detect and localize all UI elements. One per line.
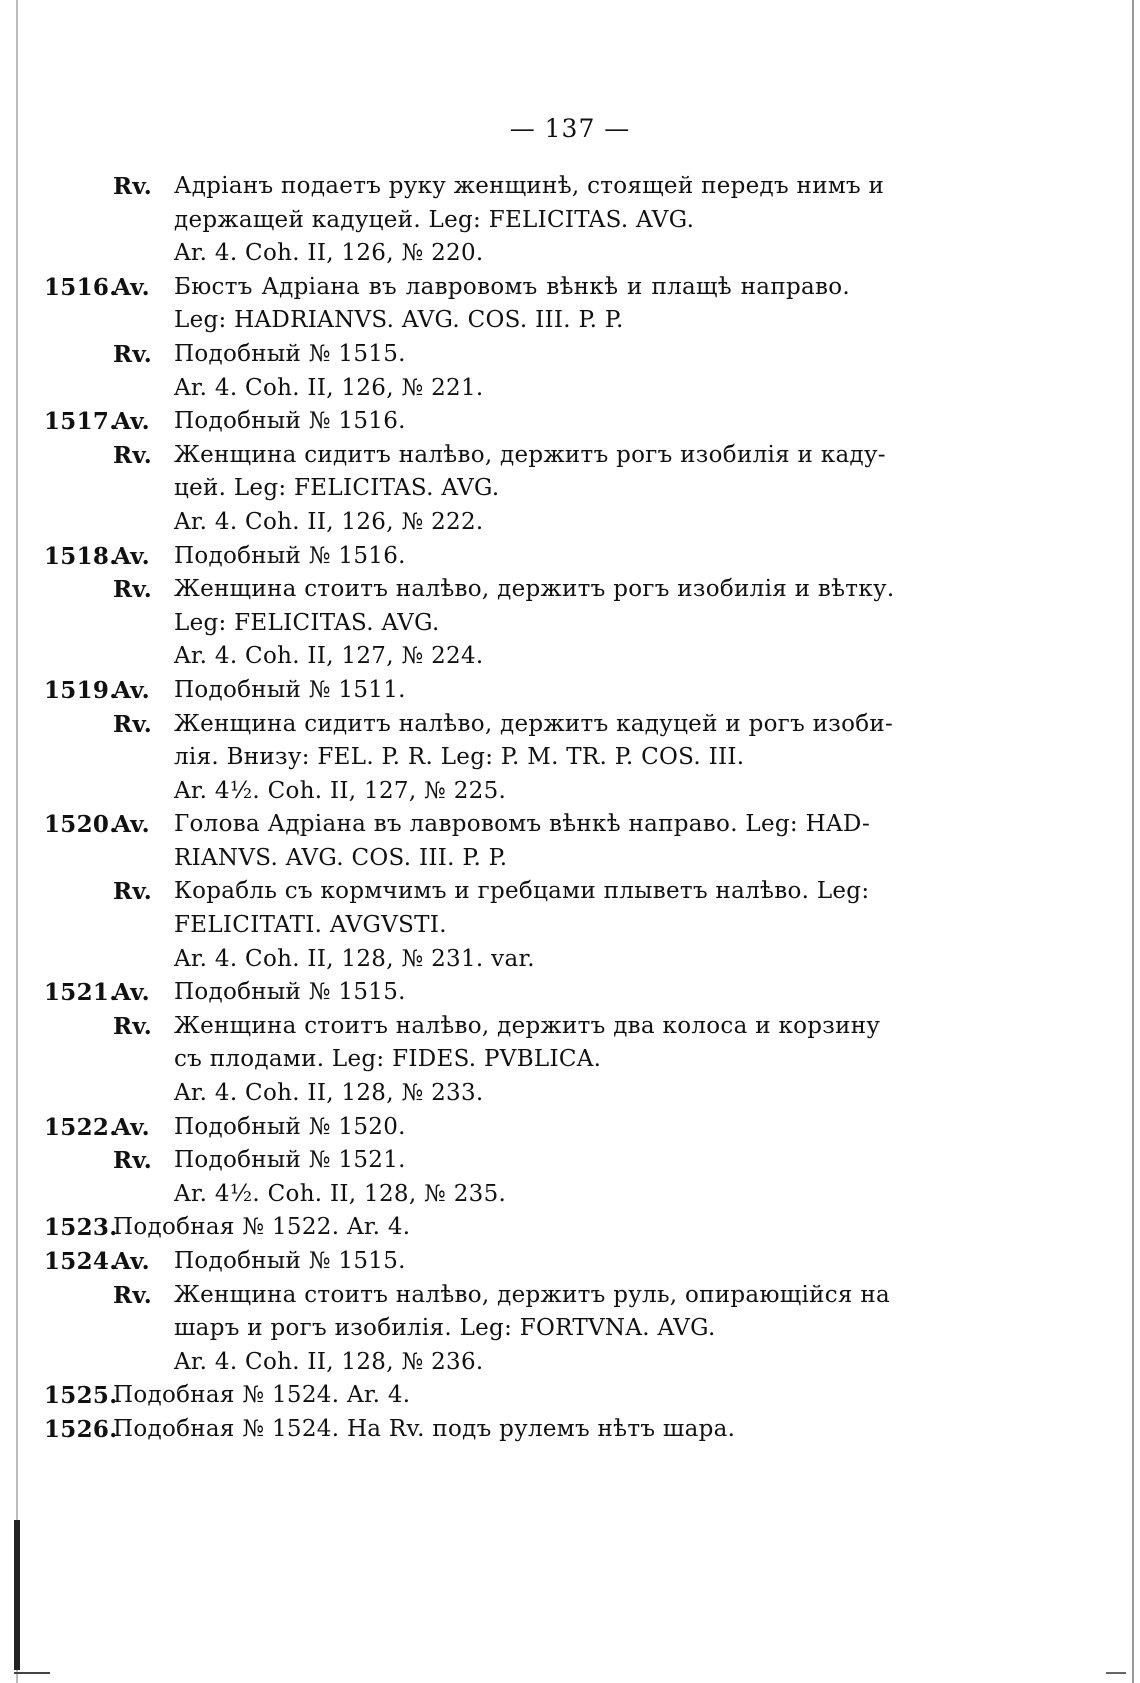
entry-text: Женщина стоитъ налѣво, держитъ два колоса и корзину: [174, 1012, 881, 1039]
entry-text: Ar. 4. Coh. II, 127, № 224.: [174, 643, 484, 670]
side-label: Av.: [113, 676, 150, 704]
side-label: Av.: [113, 542, 150, 570]
side-label: Av.: [113, 979, 150, 1007]
entry-text: цей. Leg: FELICITAS. AVG.: [174, 475, 500, 502]
entry-text: Адріанъ подаетъ руку женщинѣ, стоящей передъ нимъ и: [174, 173, 885, 199]
side-label: Rv.: [113, 576, 153, 604]
entry-text: FELICITATI. AVGVSTI.: [174, 912, 447, 939]
text-line: [0, 1010, 1140, 1044]
entry-number: 1524.: [44, 1248, 118, 1275]
entry-number: 1526.: [44, 1415, 118, 1443]
entry-text: Ar. 4. Coh. II, 128, № 233.: [174, 1080, 484, 1107]
entry-text: Ar. 4. Coh. II, 128, № 231. var.: [174, 945, 535, 972]
text-line: [0, 304, 1140, 338]
side-label: Rv.: [113, 878, 153, 906]
text-line: [0, 741, 1140, 775]
text-line: [0, 1111, 1140, 1145]
entry-text: Голова Адріана въ лавровомъ вѣнкѣ направо. Leg: HAD-: [174, 811, 871, 838]
scan-mark-bottom-left: [14, 1672, 50, 1674]
text-line: [0, 775, 1140, 809]
text-line: [0, 237, 1140, 271]
scan-edge-left-shadow: [14, 1520, 20, 1670]
entry-text: лія. Внизу: FEL. P. R. Leg: P. M. TR. P. COS. III.: [174, 744, 745, 771]
text-line: [0, 271, 1140, 305]
entry-text: Подобный № 1521.: [174, 1147, 406, 1174]
entry-text: съ плодами. Leg: FIDES. PVBLICA.: [174, 1046, 602, 1073]
entry-text: Leg: FELICITAS. AVG.: [174, 609, 440, 636]
side-label: Rv.: [113, 441, 153, 469]
catalogue-entries: [0, 170, 1140, 1447]
text-line: [0, 943, 1140, 977]
text-line: [0, 170, 1140, 204]
text-line: [0, 674, 1140, 708]
entry-text: Женщина сидитъ налѣво, держитъ кадуцей и рогъ изоби-: [174, 710, 894, 737]
entry-text: Подобная № 1522. Ar. 4.: [113, 1214, 411, 1241]
entry-text: Корабль съ кормчимъ и гребцами плыветъ налѣво. Leg:: [174, 878, 870, 905]
entry-number: 1520.: [44, 811, 118, 839]
text-line: [0, 1043, 1140, 1077]
entry-text: Подобная № 1524. Ar. 4.: [113, 1382, 411, 1409]
text-line: [0, 1346, 1140, 1380]
entry-number: 1525.: [44, 1382, 118, 1410]
text-line: [0, 909, 1140, 943]
side-label: Rv.: [113, 710, 153, 738]
text-line: [0, 1211, 1140, 1245]
side-label: Av.: [113, 408, 150, 436]
entry-text: держащей кадуцей. Leg: FELICITAS. AVG.: [174, 206, 695, 233]
text-line: [0, 540, 1140, 574]
entry-text: Ar. 4. Coh. II, 126, № 221.: [174, 374, 484, 401]
text-line: [0, 842, 1140, 876]
text-line: [0, 1077, 1140, 1111]
text-line: [0, 204, 1140, 238]
entry-text: Подобный № 1516.: [174, 408, 406, 435]
entry-text: RIANVS. AVG. COS. III. P. P.: [174, 844, 508, 871]
entry-text: Ar. 4. Coh. II, 126, № 220.: [174, 240, 484, 267]
text-line: [0, 338, 1140, 372]
entry-number: 1522.: [44, 1113, 118, 1141]
entry-text: шаръ и рогъ изобилія. Leg: FORTVNA. AVG.: [174, 1315, 716, 1342]
text-line: [0, 607, 1140, 641]
entry-text: Подобный № 1520.: [174, 1113, 406, 1140]
side-label: Rv.: [113, 173, 153, 200]
entry-text: Женщина стоитъ налѣво, держитъ рогъ изобилія и вѣтку.: [174, 576, 895, 603]
page-number: — 137 —: [509, 114, 631, 143]
side-label: Av.: [113, 1248, 150, 1275]
entry-text: Подобный № 1515.: [174, 979, 406, 1006]
text-line: [0, 1279, 1140, 1313]
entry-text: Подобный № 1515.: [174, 340, 406, 367]
entry-text: Ar. 4½. Coh. II, 128, № 235.: [174, 1180, 507, 1207]
entry-text: Подобный № 1515.: [174, 1248, 406, 1274]
text-line: [0, 439, 1140, 473]
entry-text: Leg: HADRIANVS. AVG. COS. III. P. P.: [174, 307, 624, 334]
text-line: [0, 573, 1140, 607]
entry-text: Женщина стоитъ налѣво, держитъ руль, опирающійся на: [174, 1281, 890, 1308]
text-line: [0, 506, 1140, 540]
entry-text: Подобный № 1511.: [174, 676, 406, 703]
text-line: [0, 708, 1140, 742]
entry-number: 1518.: [44, 542, 118, 570]
text-line: [0, 1379, 1140, 1413]
entry-number: 1517.: [44, 408, 118, 436]
text-line: [0, 1312, 1140, 1346]
entry-number: 1516.: [44, 273, 118, 301]
text-line: [0, 875, 1140, 909]
text-line: [0, 1413, 1140, 1447]
side-label: Av.: [113, 811, 150, 839]
side-label: Av.: [113, 273, 150, 301]
entry-text: Ar. 4. Coh. II, 126, № 222.: [174, 508, 484, 535]
text-line: [0, 405, 1140, 439]
text-line: [0, 808, 1140, 842]
entry-text: Ar. 4. Coh. II, 128, № 236.: [174, 1348, 484, 1375]
entry-number: 1519.: [44, 676, 118, 704]
side-label: Rv.: [113, 1012, 153, 1040]
entry-text: Подобный № 1516.: [174, 542, 406, 569]
text-line: [0, 1144, 1140, 1178]
entry-text: Женщина сидитъ налѣво, держитъ рогъ изобилія и каду-: [174, 441, 886, 468]
side-label: Rv.: [113, 1281, 153, 1309]
side-label: Rv.: [113, 340, 153, 368]
side-label: Rv.: [113, 1147, 153, 1175]
text-line: [0, 1178, 1140, 1212]
entry-text: Подобная № 1524. На Rv. подъ рулемъ нѣтъ шара.: [113, 1415, 736, 1442]
side-label: Av.: [113, 1113, 150, 1141]
entry-number: 1523.: [44, 1214, 118, 1242]
text-line: [0, 976, 1140, 1010]
scan-mark-bottom-right: [1106, 1672, 1126, 1674]
entry-text: Ar. 4½. Coh. II, 127, № 225.: [174, 777, 507, 804]
entry-number: 1521.: [44, 979, 118, 1007]
text-line: [0, 1245, 1140, 1279]
text-line: [0, 372, 1140, 406]
text-line: [0, 472, 1140, 506]
text-line: [0, 640, 1140, 674]
entry-text: Бюстъ Адріана въ лавровомъ вѣнкѣ и плащѣ направо.: [174, 273, 850, 300]
